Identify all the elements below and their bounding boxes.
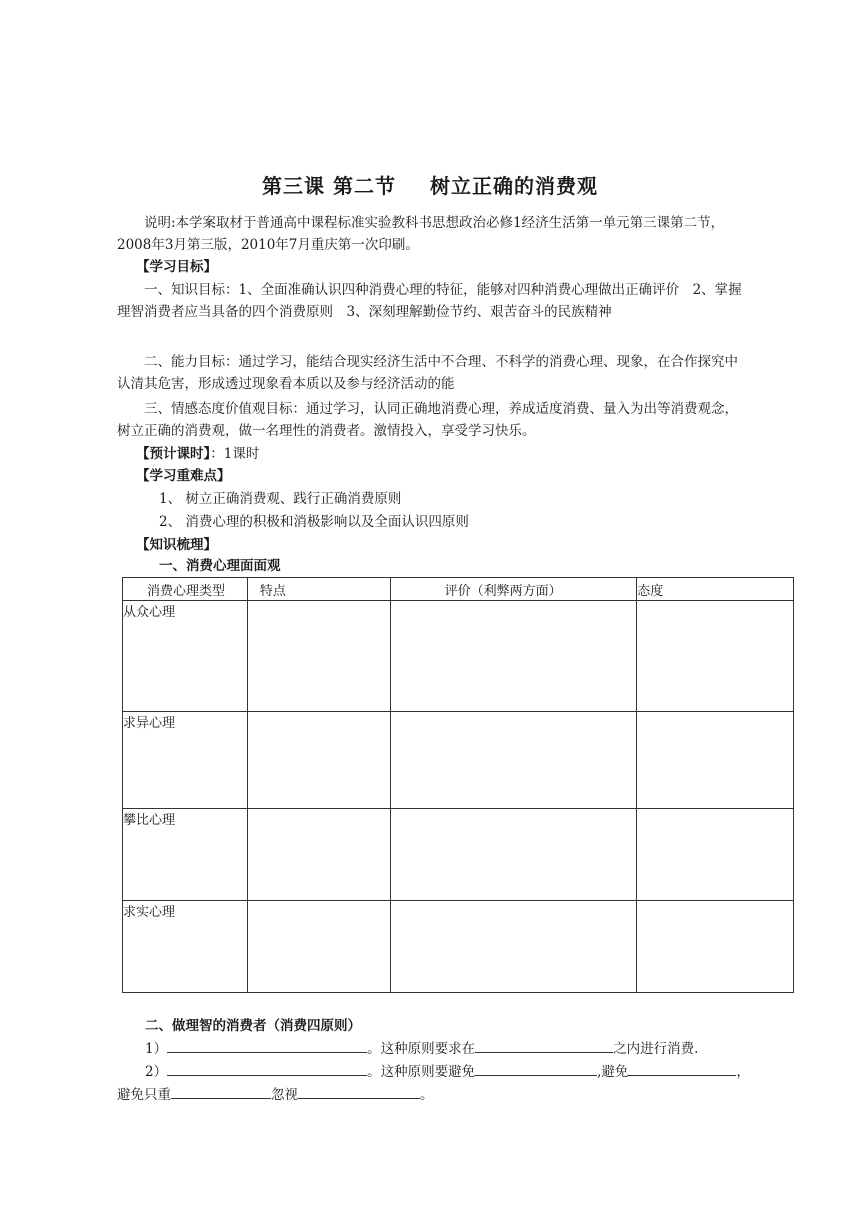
principle-1-text-a: 。这种原则要求在 xyxy=(367,1041,476,1057)
page-title xyxy=(0,170,860,199)
features-cell[interactable] xyxy=(247,809,390,901)
principle-3-text-a: 避免只重 xyxy=(117,1087,171,1103)
keypoints-heading: 【学习重难点】 xyxy=(136,468,231,484)
attitude-cell[interactable] xyxy=(637,809,794,901)
intro-text: 说明:本学案取材于普通高中课程标准实验教科书思想政治必修1经济生活第一单元第三课第二节，2008年3月第三版，2010年7月重庆第一次印刷。 xyxy=(117,215,725,253)
attitude-cell[interactable] xyxy=(637,901,794,993)
table-row xyxy=(123,901,794,993)
hours-heading: 【预计课时】 xyxy=(136,446,211,462)
blank-principle-2[interactable] xyxy=(167,1061,367,1076)
blank-principle-1-range[interactable] xyxy=(475,1038,613,1053)
attitude-cell[interactable] xyxy=(637,712,794,809)
hours-line xyxy=(117,443,762,465)
evaluation-cell[interactable] xyxy=(390,809,637,901)
section2-heading: 二、做理智的消费者（消费四原则） xyxy=(145,1018,361,1034)
consumer-psychology-table xyxy=(122,577,794,993)
header-attitude: 态度 xyxy=(637,578,794,601)
knowledge-goal: 一、知识目标：1、全面准确认识四种消费心理的特征，能够对四种消费心理做出正确评价 2、掌握理智消费者应当具备的四个消费原则 3、深刻理解勤俭节约、艰苦奋斗的民族精神 xyxy=(117,282,742,320)
principle-2-text-b: ,避免 xyxy=(597,1064,629,1080)
principle-2-text-c: ， xyxy=(736,1064,750,1080)
header-type: 消费心理类型 xyxy=(123,578,248,601)
principle-3-text-c: 。 xyxy=(420,1087,434,1103)
review-heading: 【知识梳理】 xyxy=(136,537,217,553)
evaluation-cell[interactable] xyxy=(390,601,637,712)
table-header-row xyxy=(123,578,794,601)
principle-2-number: 2） xyxy=(145,1064,168,1080)
keypoint-item-2: 2、 消费心理的积极和消极影响以及全面认识四原则 xyxy=(159,514,469,530)
table-row xyxy=(123,712,794,809)
table-row xyxy=(123,601,794,712)
attitude-cell[interactable] xyxy=(637,601,794,712)
section1-heading: 一、消费心理面面观 xyxy=(159,558,281,574)
blank-principle-2-avoid-b[interactable] xyxy=(628,1061,736,1076)
principle-2-text-a: 。这种原则要避免 xyxy=(367,1064,476,1080)
keypoint-item-1: 1、 树立正确消费观、践行正确消费原则 xyxy=(159,491,402,507)
title-lesson: 第三课 第二节 xyxy=(262,174,396,198)
hours-value: ：1课时 xyxy=(210,446,260,462)
row-label-practical: 求实心理 xyxy=(123,901,248,993)
features-cell[interactable] xyxy=(247,901,390,993)
row-label-comparison: 攀比心理 xyxy=(123,809,248,901)
principle-3-text-b: 忽视 xyxy=(271,1087,298,1103)
title-topic: 树立正确的消费观 xyxy=(429,174,598,198)
goals-heading: 【学习目标】 xyxy=(136,259,217,275)
blank-focus-only[interactable] xyxy=(171,1084,271,1099)
principle-1-number: 1） xyxy=(145,1041,168,1057)
table-row xyxy=(123,809,794,901)
header-features: 特点 xyxy=(247,578,390,601)
principle-line-1 xyxy=(117,1038,771,1060)
emotion-goal: 三、情感态度价值观目标：通过学习，认同正确地消费心理，养成适度消费、量入为出等消费观念，树立正确的消费观，做一名理性的消费者。激情投入，享受学习快乐。 xyxy=(117,401,738,439)
row-label-novelty: 求异心理 xyxy=(123,712,248,809)
features-cell[interactable] xyxy=(247,601,390,712)
features-cell[interactable] xyxy=(247,712,390,809)
blank-principle-2-avoid-a[interactable] xyxy=(475,1061,597,1076)
principle-1-text-b: 之内进行消费. xyxy=(613,1041,699,1057)
ability-goal: 二、能力目标：通过学习，能结合现实经济生活中不合理、不科学的消费心理、现象，在合作探究中认清其危害，形成透过现象看本质以及参与经济活动的能 xyxy=(117,354,738,392)
principle-line-3 xyxy=(117,1084,743,1106)
blank-ignore[interactable] xyxy=(298,1084,420,1099)
principle-line-2 xyxy=(117,1061,771,1083)
evaluation-cell[interactable] xyxy=(390,901,637,993)
blank-principle-1[interactable] xyxy=(167,1038,367,1053)
header-evaluation: 评价（利弊两方面） xyxy=(390,578,637,601)
evaluation-cell[interactable] xyxy=(390,712,637,809)
row-label-conformity: 从众心理 xyxy=(123,601,248,712)
